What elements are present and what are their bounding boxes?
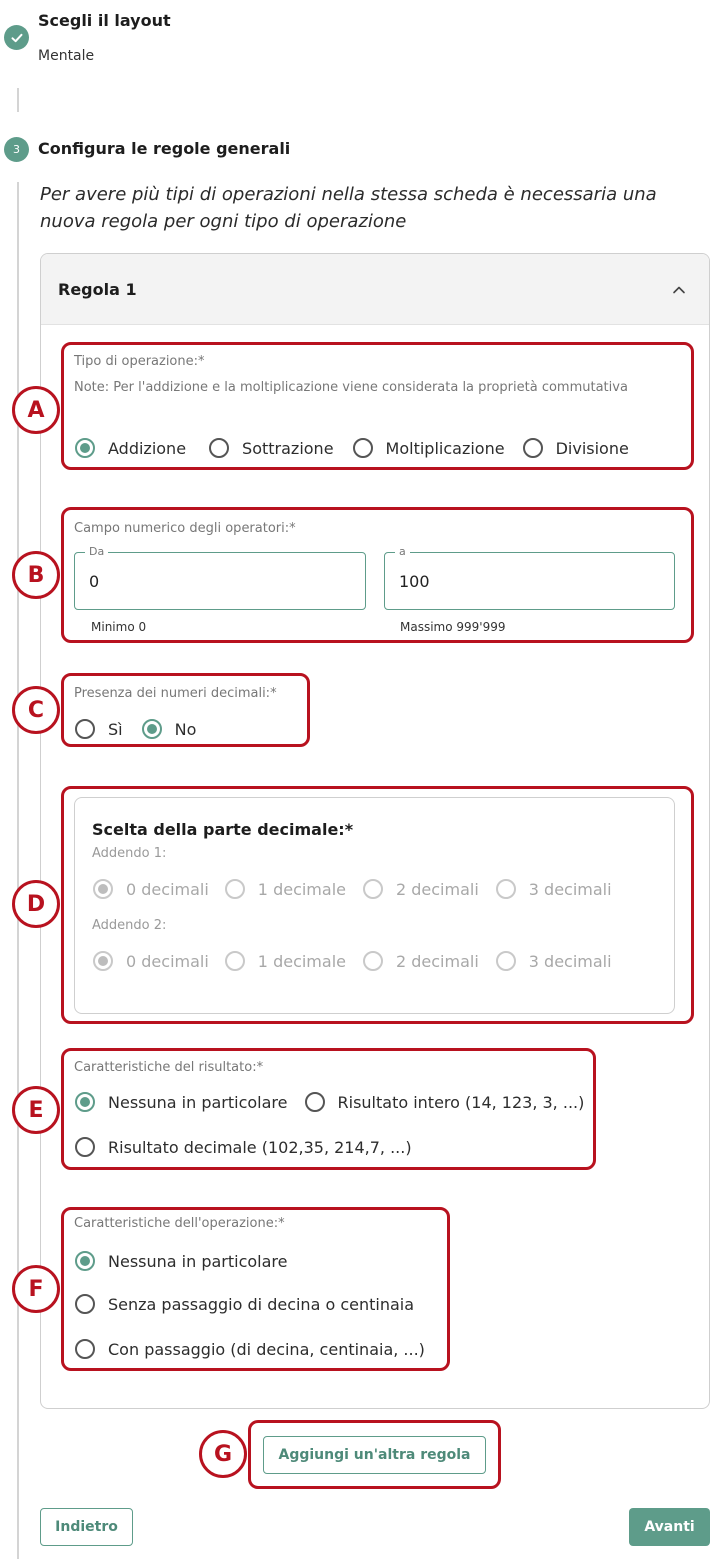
radio-moltiplicazione[interactable]: Moltiplicazione xyxy=(353,438,505,458)
annotation-box-d xyxy=(61,786,694,1024)
add-rule-button[interactable]: Aggiungi un'altra regola xyxy=(263,1436,486,1474)
radio-traits-nessuna[interactable]: Nessuna in particolare xyxy=(75,1251,288,1271)
radio-traits-con-passaggio[interactable]: Con passaggio (di decina, centinaia, ...) xyxy=(75,1339,425,1359)
radio-result-intero[interactable]: Risultato intero (14, 123, 3, ...) xyxy=(305,1092,585,1112)
step-complete-icon xyxy=(4,25,29,50)
range-from-legend: Da xyxy=(85,545,108,558)
operation-traits-label: Caratteristiche dell'operazione:* xyxy=(74,1216,285,1231)
annotation-box-f xyxy=(61,1207,450,1371)
radio-divisione[interactable]: Divisione xyxy=(523,438,629,458)
addend1-label: Addendo 1: xyxy=(92,846,167,861)
annotation-box-g xyxy=(248,1420,501,1489)
radio-addend2-0-decimali[interactable]: 0 decimali xyxy=(93,951,209,971)
radio-no[interactable]: No xyxy=(142,719,197,739)
range-to-helper: Massimo 999'999 xyxy=(400,620,506,634)
operation-type-label: Tipo di operazione:* xyxy=(74,354,205,369)
annotation-badge-d: D xyxy=(12,880,60,928)
radio-addend1-3-decimali[interactable]: 3 decimali xyxy=(496,879,612,899)
radio-addend2-2-decimali[interactable]: 2 decimali xyxy=(363,951,479,971)
range-label: Campo numerico degli operatori:* xyxy=(74,521,296,536)
annotation-badge-a: A xyxy=(12,386,60,434)
radio-addend1-2-decimali[interactable]: 2 decimali xyxy=(363,879,479,899)
chevron-up-icon[interactable] xyxy=(671,282,687,298)
radio-si[interactable]: Sì xyxy=(75,719,123,739)
range-from-helper: Minimo 0 xyxy=(91,620,147,634)
annotation-badge-f: F xyxy=(12,1265,60,1313)
radio-traits-senza-passaggio[interactable]: Senza passaggio di decina o centinaia xyxy=(75,1294,414,1314)
result-label: Caratteristiche del risultato:* xyxy=(74,1060,264,1075)
annotation-box-b xyxy=(61,507,694,643)
radio-addend2-3-decimali[interactable]: 3 decimali xyxy=(496,951,612,971)
stepper-connector xyxy=(17,182,19,1559)
annotation-badge-e: E xyxy=(12,1086,60,1134)
range-to-legend: a xyxy=(395,545,410,558)
radio-addend2-1-decimale[interactable]: 1 decimale xyxy=(225,951,346,971)
annotation-box-a xyxy=(61,342,694,470)
annotation-badge-c: C xyxy=(12,686,60,734)
radio-addend1-0-decimali[interactable]: 0 decimali xyxy=(93,879,209,899)
annotation-box-e xyxy=(61,1048,596,1170)
operation-type-note: Note: Per l'addizione e la moltiplicazione viene considerata la proprietà commutativa xyxy=(74,380,628,395)
back-button[interactable]: Indietro xyxy=(40,1508,133,1546)
radio-result-decimale[interactable]: Risultato decimale (102,35, 214,7, ...) xyxy=(75,1137,412,1157)
intro-text: Per avere più tipi di operazioni nella stessa scheda è necessaria una nuova regola per ogni tipo di operazione xyxy=(40,184,657,232)
step-number-badge: 3 xyxy=(4,137,29,162)
rule-title: Regola 1 xyxy=(58,280,137,299)
stepper-connector xyxy=(17,88,19,112)
radio-addizione[interactable]: Addizione xyxy=(75,438,186,458)
step-rules-title: Configura le regole generali xyxy=(38,139,291,158)
radio-sottrazione[interactable]: Sottrazione xyxy=(209,438,334,458)
addend2-label: Addendo 2: xyxy=(92,918,167,933)
annotation-badge-g: G xyxy=(199,1430,247,1478)
decimal-part-title: Scelta della parte decimale:* xyxy=(92,820,354,839)
radio-addend1-1-decimale[interactable]: 1 decimale xyxy=(225,879,346,899)
annotation-badge-b: B xyxy=(12,551,60,599)
radio-result-nessuna[interactable]: Nessuna in particolare xyxy=(75,1092,288,1112)
next-button[interactable]: Avanti xyxy=(629,1508,710,1546)
decimals-label: Presenza dei numeri decimali:* xyxy=(74,686,277,701)
step-layout-title: Scegli il layout xyxy=(38,11,171,30)
annotation-box-c xyxy=(61,673,310,747)
step-layout-value: Mentale xyxy=(38,48,95,64)
rule-card-header[interactable] xyxy=(41,254,709,325)
